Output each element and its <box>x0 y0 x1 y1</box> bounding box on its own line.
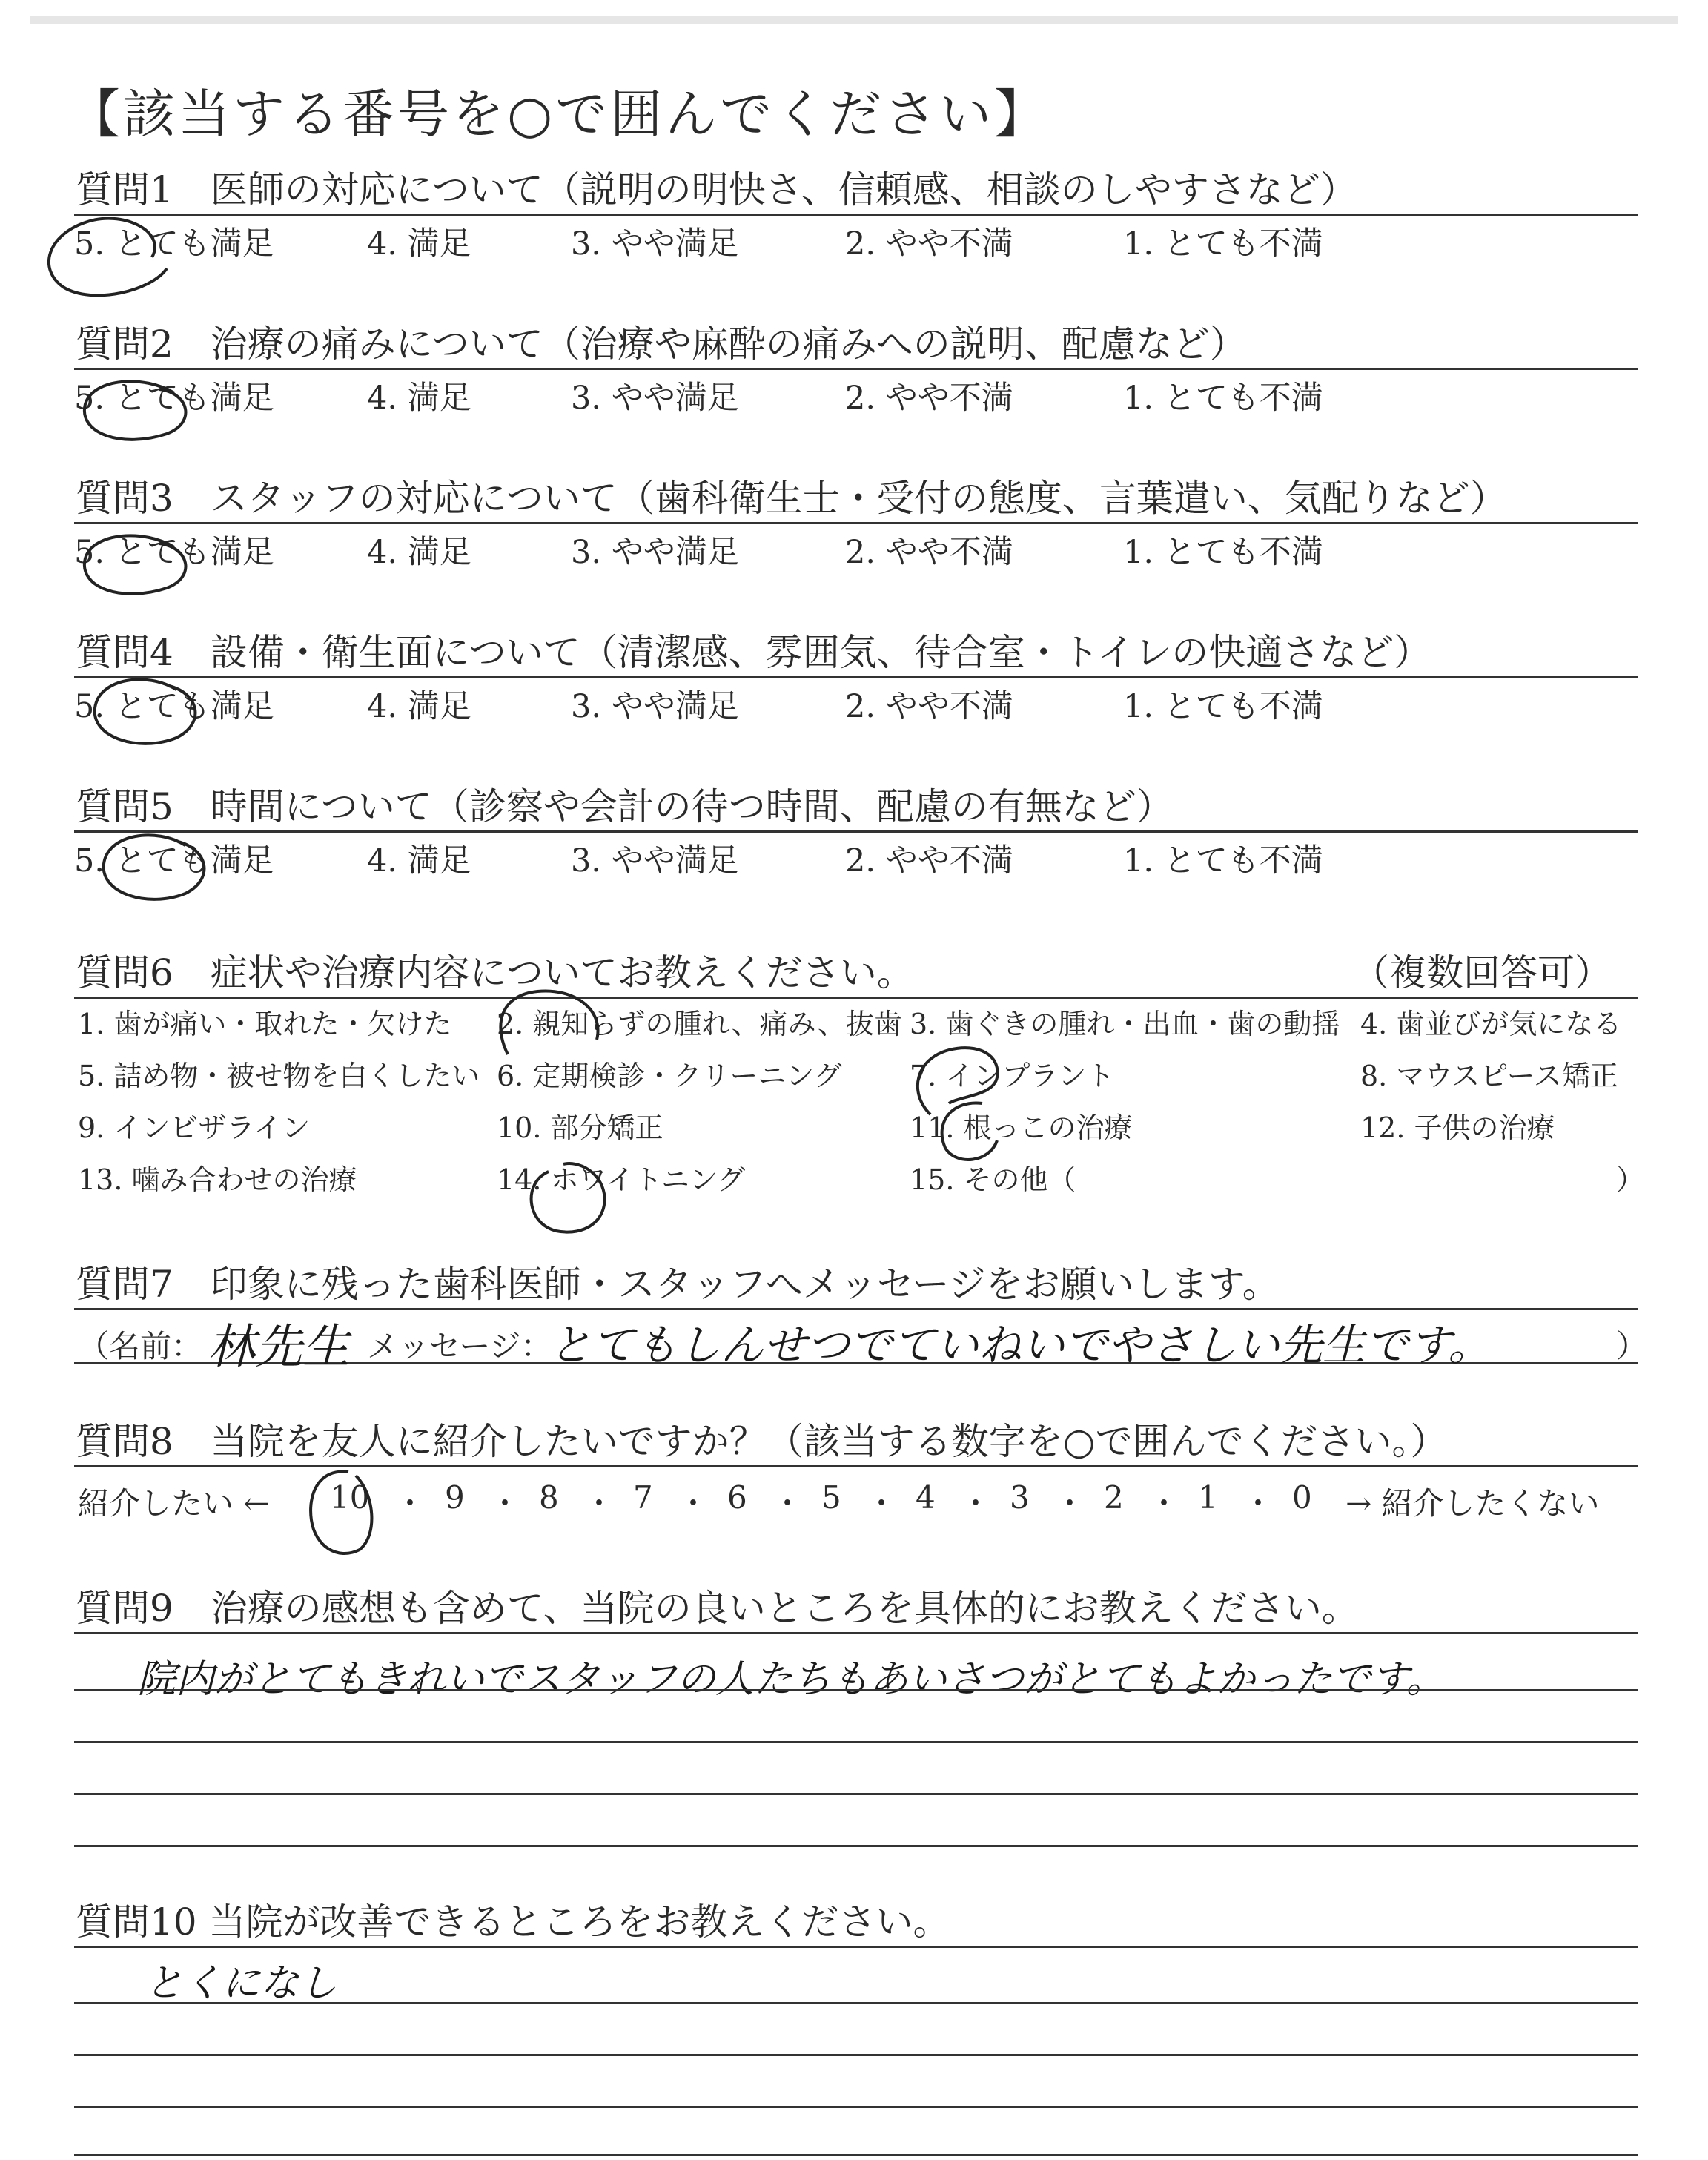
rating-option-2[interactable]: 2. やや不満 <box>845 688 1013 725</box>
symptom-option-12[interactable]: 12. 子供の治療 <box>1360 1112 1555 1144</box>
symptom-option-5[interactable]: 5. 詰め物・被せ物を白くしたい <box>78 1060 480 1092</box>
scale-value-6[interactable]: 6 <box>727 1479 747 1516</box>
symptom-option-14[interactable]: 14. ホワイトニング <box>497 1163 746 1196</box>
question-5 <box>74 783 1638 877</box>
rating-option-5[interactable]: 5. とても満足 <box>74 688 274 725</box>
message-close-paren: ） <box>1616 1328 1648 1364</box>
scale-separator: ・ <box>489 1485 521 1522</box>
scale-separator: ・ <box>1148 1485 1180 1522</box>
question-title: 質問3 スタッフの対応について（歯科衛生士・受付の態度、言葉遣い、気配りなど） <box>74 475 1638 524</box>
answer-line <box>74 2106 1638 2108</box>
scale-separator: ・ <box>866 1485 898 1522</box>
symptom-option-6[interactable]: 6. 定期検診・クリーニング <box>497 1060 842 1092</box>
rating-option-4[interactable]: 4. 満足 <box>367 534 471 571</box>
scale-value-7[interactable]: 7 <box>633 1479 653 1516</box>
symptom-option-13[interactable]: 13. 噛み合わせの治療 <box>78 1163 357 1196</box>
question-title: 質問4 設備・衛生面について（清潔感、雰囲気、待合室・トイレの快適さなど） <box>74 629 1638 678</box>
symptom-option-15[interactable]: 15. その他（ <box>910 1163 1076 1196</box>
form-heading: 【該当する番号を○で囲んでください】 <box>68 84 1050 145</box>
answer-line <box>74 1845 1638 1847</box>
scale-value-9[interactable]: 9 <box>445 1479 465 1516</box>
rating-option-1[interactable]: 1. とても不満 <box>1123 380 1323 417</box>
scale-value-2[interactable]: 2 <box>1104 1479 1124 1516</box>
question-6 <box>74 949 1645 1196</box>
rating-options <box>74 370 1638 415</box>
scale-value-4[interactable]: 4 <box>916 1479 936 1516</box>
rating-option-2[interactable]: 2. やや不満 <box>845 225 1013 262</box>
rating-option-1[interactable]: 1. とても不満 <box>1123 225 1323 262</box>
page-top-edge <box>30 16 1678 24</box>
rating-option-4[interactable]: 4. 満足 <box>367 842 471 879</box>
rating-option-4[interactable]: 4. 満足 <box>367 225 471 262</box>
rating-option-1[interactable]: 1. とても不満 <box>1123 842 1323 879</box>
rating-options <box>74 216 1638 260</box>
rating-options <box>74 524 1638 569</box>
rating-option-5[interactable]: 5. とても満足 <box>74 534 274 571</box>
rating-options <box>74 678 1638 723</box>
scale-separator: ・ <box>583 1485 615 1522</box>
question-3 <box>74 475 1638 569</box>
q10-answer[interactable]: とくになし <box>145 1961 338 2006</box>
rating-option-4[interactable]: 4. 満足 <box>367 688 471 725</box>
scale-separator: ・ <box>678 1485 709 1522</box>
symptom-option-1[interactable]: 1. 歯が痛い・取れた・欠けた <box>78 1008 452 1040</box>
question-title: 質問9 治療の感想も含めて、当院の良いところを具体的にお教えください。 <box>74 1585 1638 1634</box>
multiple-answer-note: （複数回答可） <box>1352 951 1612 994</box>
symptom-option-2[interactable]: 2. 親知らずの腫れ、痛み、抜歯 <box>497 1008 902 1040</box>
question-10 <box>74 1898 1638 1948</box>
scale-separator: ・ <box>772 1485 804 1522</box>
scale-separator: ・ <box>960 1485 992 1522</box>
symptom-option-10[interactable]: 10. 部分矯正 <box>497 1112 663 1144</box>
symptom-option-7[interactable]: 7. インプラント <box>910 1060 1115 1092</box>
recommend-scale <box>74 1473 1638 1522</box>
answer-line <box>74 2002 1638 2004</box>
scale-value-1[interactable]: 1 <box>1198 1479 1218 1516</box>
answer-line <box>74 1741 1638 1743</box>
symptom-option-3[interactable]: 3. 歯ぐきの腫れ・出血・歯の動揺 <box>910 1008 1340 1040</box>
rating-option-4[interactable]: 4. 満足 <box>367 380 471 417</box>
symptom-option-8[interactable]: 8. マウスピース矯正 <box>1360 1060 1618 1092</box>
symptom-option-9[interactable]: 9. インビザライン <box>78 1112 311 1144</box>
rating-option-2[interactable]: 2. やや不満 <box>845 534 1013 571</box>
name-label: （名前： <box>78 1328 203 1364</box>
answer-line <box>74 1689 1638 1691</box>
rating-option-5[interactable]: 5. とても満足 <box>74 842 274 879</box>
message-line <box>74 1316 1648 1375</box>
question-title: 質問10 当院が改善できるところをお教えください。 <box>74 1898 1638 1948</box>
rating-option-3[interactable]: 3. やや満足 <box>571 380 739 417</box>
q9-answer[interactable]: 院内がとてもきれいでスタッフの人たちもあいさつがとてもよかったです。 <box>137 1657 1445 1702</box>
question-title: 質問2 治療の痛みについて（治療や麻酔の痛みへの説明、配慮など） <box>74 320 1638 370</box>
other-close-paren: ） <box>1616 1163 1645 1196</box>
name-value[interactable]: 林先生 <box>208 1320 350 1375</box>
answer-line <box>74 2054 1638 2056</box>
question-7 <box>74 1261 1648 1375</box>
scale-value-5[interactable]: 5 <box>821 1479 841 1516</box>
answer-line <box>74 1793 1638 1795</box>
question-9 <box>74 1585 1638 1634</box>
answer-line <box>74 2154 1638 2156</box>
question-title: 質問1 医師の対応について（説明の明快さ、信頼感、相談のしやすさなど） <box>74 166 1638 216</box>
symptom-option-4[interactable]: 4. 歯並びが気になる <box>1360 1008 1622 1040</box>
question-title: 質問5 時間について（診察や会計の待つ時間、配慮の有無など） <box>74 783 1638 833</box>
rating-option-5[interactable]: 5. とても満足 <box>74 380 274 417</box>
question-title <box>74 949 1638 999</box>
scale-left-label: 紹介したい ← <box>78 1485 270 1522</box>
symptom-option-11[interactable]: 11. 根っこの治療 <box>910 1112 1133 1144</box>
message-label: メッセージ： <box>367 1328 552 1364</box>
scale-separator: ・ <box>1242 1485 1274 1522</box>
question-4 <box>74 629 1638 723</box>
question-6-title: 質問6 症状や治療内容についてお教えください。 <box>76 951 914 994</box>
rating-option-2[interactable]: 2. やや不満 <box>845 380 1013 417</box>
scale-value-8[interactable]: 8 <box>539 1479 559 1516</box>
question-title: 質問8 当院を友人に紹介したいですか？（該当する数字を○で囲んでください。） <box>74 1418 1638 1467</box>
scale-separator: ・ <box>394 1485 426 1522</box>
scale-value-10[interactable]: 10 <box>330 1479 370 1516</box>
message-value[interactable]: とてもしんせつでていねいでやさしい先生です。 <box>549 1320 1492 1370</box>
rating-option-2[interactable]: 2. やや不満 <box>845 842 1013 879</box>
scale-value-3[interactable]: 3 <box>1010 1479 1030 1516</box>
question-title: 質問7 印象に残った歯科医師・スタッフへメッセージをお願いします。 <box>74 1261 1638 1310</box>
rating-option-5[interactable]: 5. とても満足 <box>74 225 274 262</box>
rating-option-1[interactable]: 1. とても不満 <box>1123 688 1323 725</box>
rating-option-3[interactable]: 3. やや満足 <box>571 534 739 571</box>
scale-value-0[interactable]: 0 <box>1292 1479 1312 1516</box>
scale-separator: ・ <box>1054 1485 1086 1522</box>
rating-option-1[interactable]: 1. とても不満 <box>1123 534 1323 571</box>
question-1 <box>74 166 1638 260</box>
rating-option-3[interactable]: 3. やや満足 <box>571 688 739 725</box>
scale-right-label: → 紹介したくない <box>1345 1485 1600 1522</box>
rating-options <box>74 833 1638 877</box>
rating-option-3[interactable]: 3. やや満足 <box>571 225 739 262</box>
question-2 <box>74 320 1638 415</box>
question-8 <box>74 1418 1638 1522</box>
rating-option-3[interactable]: 3. やや満足 <box>571 842 739 879</box>
